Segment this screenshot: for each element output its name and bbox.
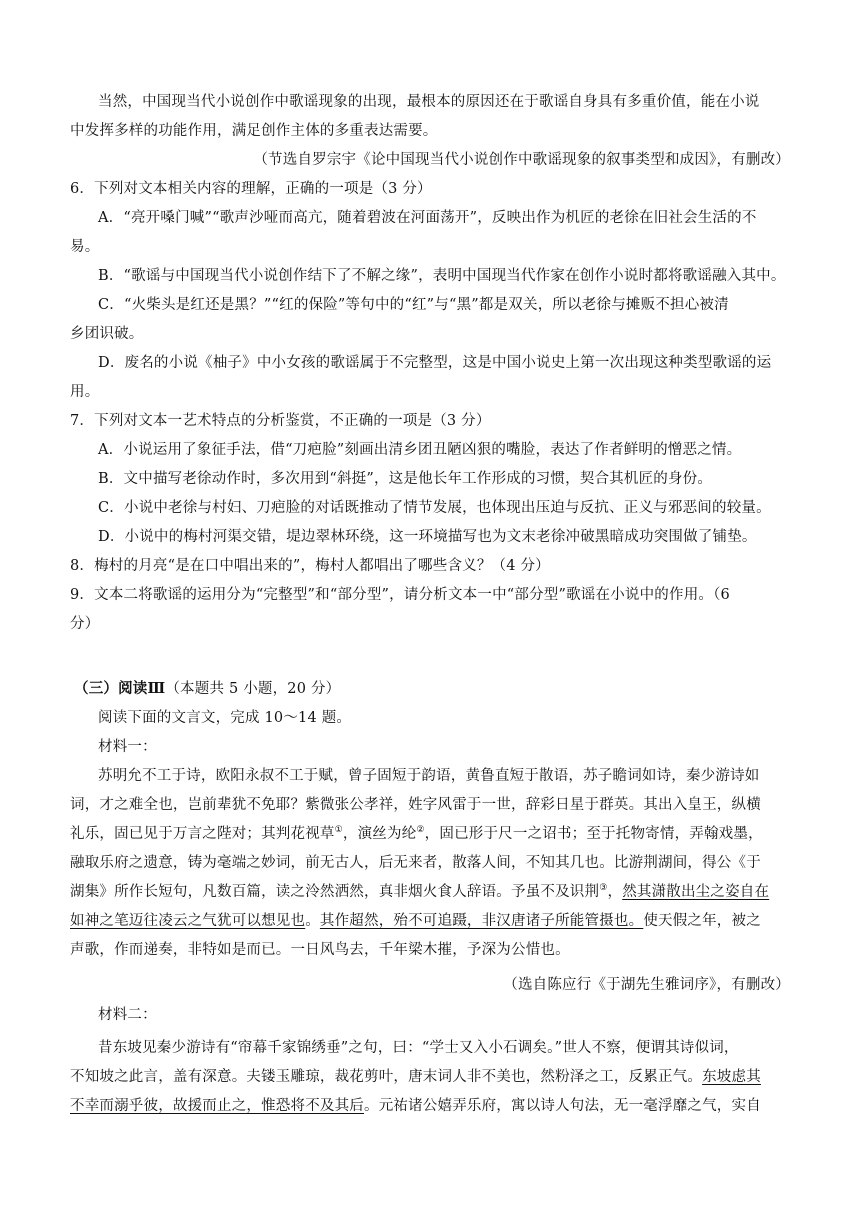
q7-option-c: C．小说中老徐与村妇、刀疤脸的对话既推动了情节发展，也体现出压迫与反抗、正义与邪恶间的较量。 <box>98 500 771 516</box>
footnote-marker: ① <box>334 825 343 836</box>
underlined-sentence: 然其潇散出尘之姿自在 <box>622 884 770 900</box>
text-run: 不知坡之此言，盖有深意。夫镂玉雕琼，裁花剪叶，唐末词人非不美也，然粉泽之工，反累正气。 <box>70 1069 703 1085</box>
footnote-marker: ② <box>416 825 425 836</box>
underlined-sentence: 如神之笔迈往凌云之气犹可以想见也 <box>70 913 306 929</box>
material-1-line <box>70 824 763 844</box>
material-1-line <box>70 911 761 931</box>
q6-option-d-cont: 用。 <box>70 384 100 400</box>
text-run: ， <box>607 884 623 900</box>
text-run: ，演丝为纶 <box>342 826 417 842</box>
material-2-line <box>70 1096 761 1116</box>
section-note: （本题共 5 小题，20 分） <box>165 681 341 697</box>
underlined-sentence: 其作超然，殆不可追蹑，非汉唐诸子所能管摄也。 <box>319 913 644 929</box>
q6-option-a: A．“亮开嗓门喊”“歌声沙哑而高亢，随着碧波在河面荡开”，反映出作为机匠的老徐在旧社会生活的不 <box>98 210 757 226</box>
q6-option-d: D．废名的小说《柚子》中小女孩的歌谣属于不完整型，这是中国小说史上第一次出现这种类型歌谣的运 <box>98 355 772 371</box>
section-title: （三）阅读Ⅲ <box>74 680 166 697</box>
text-run: 。元祐诸公嬉弄乐府，寓以诗人句法，无一毫浮靡之气，实自 <box>364 1098 761 1114</box>
question-9-stem-cont: 分） <box>70 616 100 632</box>
underlined-sentence: 不幸而溺乎彼，故援而止之，惟恐将不及其后 <box>70 1098 364 1114</box>
text-run: 。 <box>305 913 320 929</box>
question-7-stem: 7．下列对文本一艺术特点的分析鉴赏，不正确的一项是（3 分） <box>70 413 491 429</box>
material-1-label: 材料一： <box>98 739 157 755</box>
material-2-line <box>70 1067 761 1087</box>
q7-option-b: B．文中描写老徐动作时，多次用到“斜挺”，这是他长年工作形成的习惯，契合其机匠的身份。 <box>98 471 713 487</box>
source-citation: （节选自罗宗宇《论中国现当代小说创作中歌谣现象的叙事类型和成因》，有删改） <box>253 152 790 168</box>
material-2-line: 昔东坡见秦少游诗有“帘幕千家锦绣垂”之句，曰：“学士又入小石调矣。”世人不察，便谓其诗似词， <box>98 1040 739 1056</box>
text-run: 使天假之年，被之 <box>643 913 761 929</box>
material-1-line <box>70 882 769 902</box>
q6-option-c-cont: 乡团识破。 <box>70 326 144 342</box>
paragraph-line: 当然，中国现当代小说创作中歌谣现象的出现，最根本的原因还在于歌谣自身具有多重价值，能在小说 <box>98 94 760 110</box>
material-1-line: 融取乐府之遗意，铸为毫端之妙词，前无古人，后无来者，散落人间，不知其几也。比游荆湖间，得公《于 <box>70 855 761 871</box>
footnote-marker: ③ <box>599 883 608 894</box>
material-1-line: 苏明允不工于诗，欧阳永叔不工于赋，曾子固短于韵语，黄鲁直短于散语，苏子瞻词如诗，秦少游诗如 <box>98 768 760 784</box>
q7-option-a: A．小说运用了象征手法，借“刀疤脸”刻画出清乡团丑陋凶狠的嘴脸，表达了作者鲜明的憎恶之情。 <box>98 442 742 458</box>
text-run: 礼乐，固已见于万言之陛对；其判花视草 <box>70 826 335 842</box>
underlined-sentence: 东坡虑其 <box>702 1069 761 1085</box>
question-8-stem: 8．梅村的月亮“是在口中唱出来的”，梅村人都唱出了哪些含义？（4 分） <box>70 558 550 574</box>
q6-option-c: C．“火柴头是红还是黑？”“红的保险”等句中的“红”与“黑”都是双关，所以老徐与摊贩不担心被清 <box>98 297 729 313</box>
material-2-label: 材料二： <box>98 1007 157 1023</box>
section-heading <box>74 679 340 699</box>
material-1-line: 声歌，作而递奏，非特如是而已。一日风鸟去，千年梁木摧，予深为公惜也。 <box>70 942 570 958</box>
text-run: 湖集》所作长短句，凡数百篇，读之泠然洒然，真非烟火食人辞语。予虽不及识荆 <box>70 884 600 900</box>
paragraph-line: 中发挥多样的功能作用，满足创作主体的多重表达需要。 <box>70 123 438 139</box>
q6-option-b: B．“歌谣与中国现当代小说创作结下了不解之缘”，表明中国现当代作家在创作小说时都将歌谣融入其中。 <box>98 268 786 284</box>
q7-option-d: D．小说中的梅村河渠交错，堤边翠林环绕，这一环境描写也为文末老徐冲破黑暗成功突围做了铺垫。 <box>98 529 757 545</box>
section-instruction: 阅读下面的文言文，完成 10～14 题。 <box>98 710 352 726</box>
source-citation: （选自陈应行《于湖先生雅词序》，有删改） <box>503 977 790 993</box>
material-1-line: 词，才之难全也，岂前辈犹不免耶？紫微张公孝祥，姓字风雷于一世，辞彩日星于群英。其出入皇王，纵横 <box>70 797 761 813</box>
question-6-stem: 6．下列对文本相关内容的理解，正确的一项是（3 分） <box>70 181 432 197</box>
q6-option-a-cont: 易。 <box>70 239 100 255</box>
text-run: ，固已形于尺一之诏书；至于托物寄情，弄翰戏墨， <box>424 826 763 842</box>
question-9-stem: 9．文本二将歌谣的运用分为“完整型”和“部分型”，请分析文本一中“部分型”歌谣在小说中的作用。（6 <box>70 587 730 603</box>
